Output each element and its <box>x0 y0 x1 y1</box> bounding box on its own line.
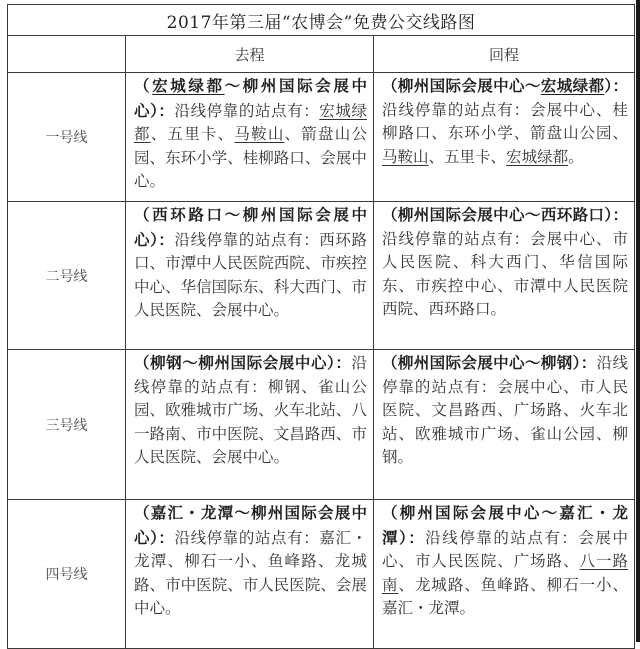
return-route <box>374 73 635 202</box>
route-origin: 柳州国际会展中心 <box>397 353 525 372</box>
stop-separator: 、 <box>398 424 415 443</box>
stop-name: 箭盘山公园 <box>530 124 613 142</box>
stops-intro: 沿线停靠的站点有： <box>382 229 531 248</box>
stop-name: 柳石一小 <box>546 575 613 594</box>
stop-separator: 。 <box>149 172 166 190</box>
stop-name: 会展中心 <box>134 148 367 190</box>
stop-separator: 、 <box>530 575 547 594</box>
heading-close: ）： <box>150 527 175 547</box>
stop-separator: 、 <box>196 448 212 466</box>
stop-name: 八一路南 <box>134 401 367 443</box>
stop-separator: 。 <box>273 301 290 319</box>
stop-separator: 、 <box>304 254 321 272</box>
stop-name: 华信国际东 <box>180 277 259 296</box>
route-heading <box>382 205 628 224</box>
header-line <box>8 36 126 73</box>
stop-name: 龙城路 <box>414 575 465 594</box>
heading-open: （ <box>134 205 153 224</box>
stops-intro: 沿线停靠的站点有： <box>134 354 367 396</box>
heading-open: （ <box>134 76 153 95</box>
route-origin: 柳钢 <box>150 353 183 372</box>
heading-open: （ <box>382 353 398 372</box>
stop-separator: 、 <box>227 575 243 594</box>
route-destination: 柳州国际会展中心 <box>134 205 367 249</box>
stop-name: 东环小学 <box>165 148 228 167</box>
stop-name: 会展中心 <box>382 528 628 570</box>
stop-separator: 、 <box>431 124 448 142</box>
route-row <box>8 350 635 500</box>
stop-separator: 、 <box>149 148 166 167</box>
stop-separator: 、 <box>217 125 235 143</box>
heading-tilde: ～ <box>541 503 560 522</box>
route-origin: 柳州国际会展中心 <box>397 205 525 224</box>
stop-separator: 、 <box>497 401 514 419</box>
line-name: 一号线 <box>8 73 126 202</box>
stop-name: 柳石一小 <box>184 552 252 570</box>
stop-separator: 、 <box>464 575 481 594</box>
stop-name: 会展中心 <box>211 301 274 319</box>
table-title: 2017年第三届“农博会”免费公交线路图 <box>8 5 635 36</box>
stop-name: 市潭中人民医院西院 <box>382 276 628 318</box>
route-origin: 嘉汇・龙潭 <box>150 503 235 522</box>
stop-separator: 、 <box>301 377 318 396</box>
route-destination: 柳州国际会展中心 <box>134 76 367 120</box>
heading-open: （ <box>134 503 151 522</box>
stops-intro: 沿线停靠的站点有： <box>382 100 531 119</box>
stop-separator: 、 <box>165 277 181 296</box>
stop-separator: 、 <box>335 401 352 419</box>
stop-name: 八一路南 <box>382 552 628 594</box>
stop-name: 会展中心 <box>530 100 596 119</box>
stop-separator: 、 <box>612 575 628 594</box>
stop-separator: 、 <box>258 401 274 419</box>
outbound-route <box>126 202 374 350</box>
heading-tilde: ～ <box>524 353 541 372</box>
route-heading <box>382 353 597 372</box>
stop-name: 会展中心 <box>211 448 274 466</box>
image-right-edge <box>636 0 640 642</box>
stop-separator: 。 <box>273 448 290 466</box>
stop-separator: 、 <box>398 552 415 570</box>
outbound-route <box>126 350 374 500</box>
route-row <box>8 73 635 202</box>
stop-separator: 、 <box>398 575 415 594</box>
heading-close: ）： <box>572 353 597 372</box>
stop-separator: 。 <box>397 448 414 466</box>
stop-name: 鱼峰路 <box>480 575 531 594</box>
stop-separator: 、 <box>595 229 613 248</box>
heading-open: （ <box>382 76 398 95</box>
header-return: 回程 <box>374 36 635 73</box>
stop-separator: 、 <box>150 125 168 143</box>
stop-name: 会展中心 <box>134 575 367 617</box>
stop-name: 东环小学 <box>447 124 514 142</box>
stop-name: 西环路口 <box>134 230 367 272</box>
stop-name: 柳钢 <box>382 424 628 466</box>
heading-tilde: ～ <box>524 76 541 95</box>
route-destination: 柳州国际会展中心 <box>198 353 328 372</box>
stop-separator: 。 <box>459 599 476 617</box>
bus-route-table <box>7 4 635 649</box>
stop-name: 嘉汇・龙潭 <box>134 528 367 570</box>
stop-separator: 、 <box>413 300 429 318</box>
stop-name: 欧雅城市广场 <box>414 424 514 443</box>
stop-name: 广场路 <box>513 401 564 419</box>
stops-intro: 沿线停靠的站点有： <box>174 230 320 249</box>
stop-name: 市疾控中心 <box>134 254 367 296</box>
stop-separator: 、 <box>595 424 613 443</box>
stops-intro: 沿线停靠的站点有： <box>425 528 579 547</box>
heading-open: （ <box>382 205 398 224</box>
stop-separator: 、 <box>149 401 166 419</box>
stop-separator: 。 <box>165 599 181 617</box>
stop-name: 欧雅城市广场 <box>165 401 259 419</box>
stop-separator: 、 <box>258 424 274 443</box>
stops-intro: 沿线停靠的站点有： <box>174 528 320 547</box>
heading-close: ）： <box>150 229 175 249</box>
route-heading <box>134 353 351 372</box>
heading-tilde: ～ <box>224 205 243 224</box>
stop-name: 市人民医院 <box>242 575 321 594</box>
heading-close: ）： <box>150 100 175 120</box>
heading-close: ）： <box>604 76 628 95</box>
heading-tilde: ～ <box>224 76 243 95</box>
stop-separator: 、 <box>595 100 613 119</box>
stop-separator: 、 <box>398 276 415 295</box>
outbound-route <box>126 73 374 202</box>
stop-separator: 、 <box>563 552 580 570</box>
stop-separator: 、 <box>612 124 628 142</box>
stop-name: 市人民医院 <box>134 424 367 466</box>
stop-name: 马鞍山 <box>382 147 429 166</box>
stop-separator: 、 <box>414 401 432 419</box>
route-heading <box>382 76 628 95</box>
stop-separator: 、 <box>149 575 166 594</box>
outbound-route <box>126 500 374 649</box>
stop-name: 市中医院 <box>196 424 259 443</box>
stop-separator: 、 <box>335 424 352 443</box>
stop-name: 五里卡 <box>167 125 218 143</box>
stop-separator: 、 <box>428 147 445 166</box>
stop-name: 五里卡 <box>444 147 491 166</box>
heading-tilde: ～ <box>234 503 252 522</box>
stop-name: 会展中心 <box>497 377 564 396</box>
heading-tilde: ～ <box>524 205 541 224</box>
stop-separator: 、 <box>258 277 274 296</box>
stop-name: 嘉汇・龙潭 <box>382 599 460 617</box>
stop-name: 市中医院 <box>165 575 228 594</box>
line-name: 三号线 <box>8 350 126 500</box>
stop-separator: 、 <box>284 125 302 143</box>
stop-separator: 、 <box>452 253 471 271</box>
stop-separator: 、 <box>251 552 268 570</box>
route-destination: 宏城绿都 <box>540 76 605 95</box>
route-row <box>8 202 635 350</box>
header-row <box>8 36 635 73</box>
stop-name: 市人民医院 <box>134 277 367 319</box>
stop-separator: 、 <box>167 552 185 570</box>
route-destination: 柳钢 <box>540 353 573 372</box>
route-origin: 宏城绿都 <box>152 76 225 95</box>
route-origin: 柳州国际会展中心 <box>399 503 542 522</box>
stop-name: 市潭中人民医院西院 <box>165 254 305 272</box>
stop-name: 雀山公园 <box>134 377 367 419</box>
stop-separator: 、 <box>563 401 580 419</box>
stop-separator: 、 <box>317 552 335 570</box>
route-row <box>8 500 635 649</box>
stop-name: 桂柳路口 <box>242 148 305 167</box>
stop-name: 龙城路 <box>134 552 367 594</box>
stop-separator: 、 <box>196 301 212 319</box>
stop-separator: 。 <box>490 300 507 318</box>
stop-name: 广场路 <box>513 552 564 570</box>
stop-name: 文昌路西 <box>431 401 498 419</box>
stop-separator: 、 <box>497 276 514 295</box>
title-row <box>8 5 635 36</box>
stop-name: 桂柳路口 <box>382 100 628 142</box>
stop-name: 火车北站 <box>273 401 336 419</box>
route-origin: 柳州国际会展中心 <box>397 76 525 95</box>
heading-close: ）： <box>327 353 352 372</box>
stop-separator: 、 <box>497 552 514 570</box>
header-outbound: 去程 <box>126 36 374 73</box>
stop-separator: 、 <box>335 277 352 296</box>
stop-name: 柳钢 <box>267 377 302 396</box>
stop-name: 宏城绿都 <box>506 147 569 166</box>
stop-name: 科大西门 <box>470 253 542 271</box>
stop-separator: 、 <box>563 377 580 396</box>
stop-name: 会展中心 <box>530 229 596 248</box>
heading-open: （ <box>134 353 151 372</box>
stop-name: 鱼峰路 <box>267 552 318 570</box>
stop-name: 西环路口 <box>428 300 491 318</box>
route-origin: 西环路口 <box>152 205 225 224</box>
return-route <box>374 350 635 500</box>
return-route <box>374 202 635 350</box>
stop-name: 市疾控中心 <box>414 276 498 295</box>
stops-intro: 沿线停靠的站点有： <box>174 101 320 120</box>
route-destination: 西环路口 <box>540 205 605 224</box>
stop-name: 箭盘山公园 <box>134 125 367 167</box>
stop-separator: 、 <box>304 148 321 167</box>
line-name: 四号线 <box>8 500 126 649</box>
stop-separator: 、 <box>513 424 531 443</box>
heading-close: ）： <box>399 527 426 547</box>
stop-name: 文昌路西 <box>273 424 336 443</box>
stop-separator: 。 <box>568 147 584 166</box>
stop-separator: 、 <box>149 254 166 272</box>
stop-separator: 、 <box>180 424 197 443</box>
stop-name: 雀山公园 <box>530 424 596 443</box>
stop-name: 宏城绿都 <box>134 101 367 143</box>
stop-name: 市人民医院 <box>414 552 498 570</box>
stop-separator: 、 <box>541 253 560 271</box>
heading-open: （ <box>382 503 400 522</box>
stop-name: 火车北站 <box>382 401 628 443</box>
heading-close: ）： <box>604 205 628 224</box>
stop-separator: 、 <box>320 575 336 594</box>
stop-separator: 、 <box>513 124 531 142</box>
stop-name: 华信国际东 <box>382 253 628 295</box>
stop-separator: 、 <box>227 148 243 167</box>
stop-name: 科大西门 <box>273 277 336 296</box>
heading-tilde: ～ <box>182 353 199 372</box>
stop-name: 马鞍山 <box>234 125 285 143</box>
stop-name: 市人民医院 <box>382 229 628 271</box>
stop-separator: 、 <box>490 147 507 166</box>
route-destination: 嘉汇・龙潭 <box>382 503 628 547</box>
stops-intro: 沿线停靠的站点有： <box>382 354 628 396</box>
stop-name: 市人民医院 <box>382 377 628 419</box>
route-destination: 柳州国际会展中心 <box>134 503 367 547</box>
return-route <box>374 500 635 649</box>
line-name: 二号线 <box>8 202 126 350</box>
